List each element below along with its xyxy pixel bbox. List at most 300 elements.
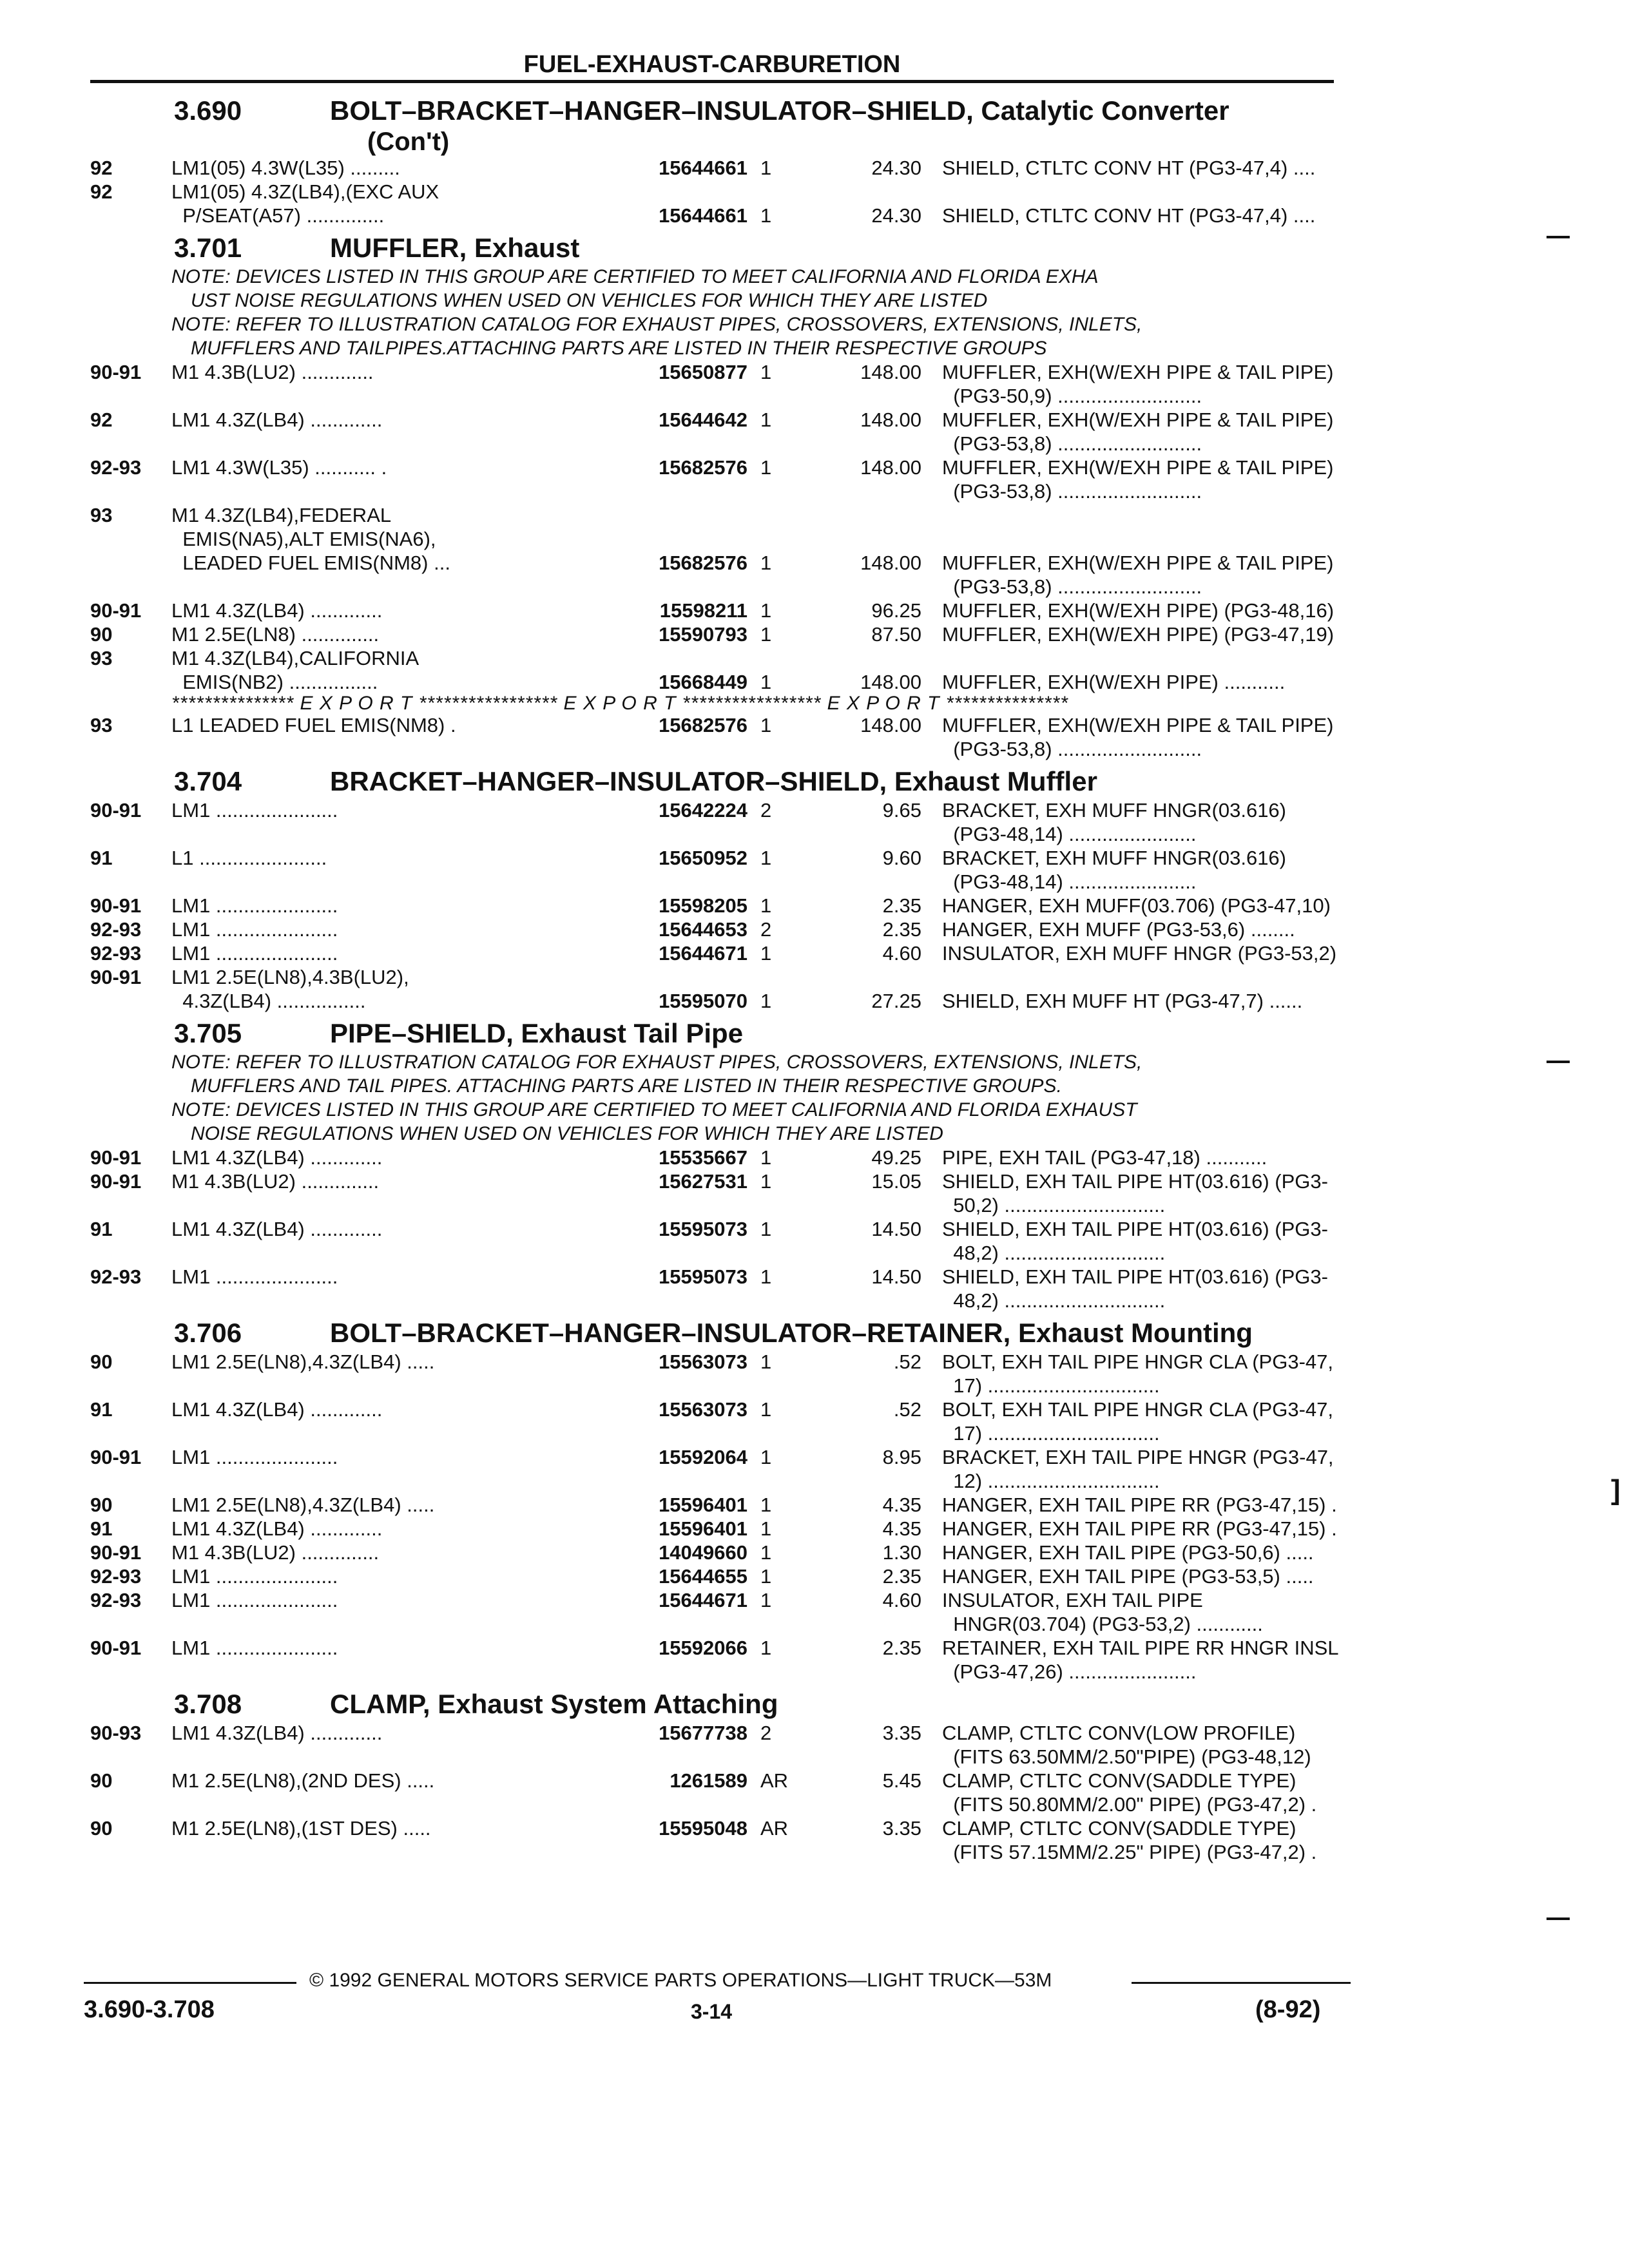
model-year: 91 xyxy=(90,1398,113,1421)
part-number: 15563073 xyxy=(659,1398,747,1421)
footer-page-number: 3-14 xyxy=(691,2000,733,2023)
quantity: 1 xyxy=(760,1265,772,1288)
model-year: 92 xyxy=(90,180,113,203)
model-year: 90 xyxy=(90,1350,113,1373)
section-number: 3.701 xyxy=(174,233,242,263)
section-continued: (Con't) xyxy=(367,128,450,156)
section-heading xyxy=(90,94,1334,128)
quantity: 1 xyxy=(760,456,772,479)
model-year: 90-91 xyxy=(90,1446,142,1468)
part-number: 15650877 xyxy=(659,361,747,383)
quantity: 1 xyxy=(760,408,772,431)
description xyxy=(942,1816,1335,1864)
part-number: 15644671 xyxy=(659,942,747,965)
description-line: HNGR(03.704) (PG3-53,2) ............ xyxy=(942,1613,1263,1635)
part-row xyxy=(90,1169,1334,1217)
part-row xyxy=(90,1398,1334,1445)
description-line: MUFFLER, EXH(W/EXH PIPE) (PG3-48,16) xyxy=(942,599,1335,622)
model-year: 92 xyxy=(90,408,113,431)
price: 14.50 xyxy=(871,1265,921,1288)
description-line: (PG3-53,8) .......................... xyxy=(942,738,1202,760)
model-year: 92-93 xyxy=(90,1589,142,1611)
application-line: LM1 2.5E(LN8),4.3Z(LB4) ..... xyxy=(171,1494,435,1516)
model-year: 91 xyxy=(90,1517,113,1540)
price: .52 xyxy=(893,1350,921,1373)
description-line: (PG3-47,26) ....................... xyxy=(942,1660,1197,1683)
application-line: LM1 ...................... xyxy=(171,894,338,917)
description xyxy=(942,1493,1335,1517)
description-line: (PG3-53,8) .......................... xyxy=(942,480,1202,503)
description xyxy=(942,1636,1339,1684)
quantity: 1 xyxy=(760,894,772,917)
note-line: MUFFLERS AND TAIL PIPES. ATTACHING PARTS ARE LISTED IN THEIR RESPECTIVE GROUPS. xyxy=(191,1075,1062,1097)
model-year: 92 xyxy=(90,157,113,179)
price: 148.00 xyxy=(860,456,921,479)
part-row xyxy=(90,1493,1337,1517)
part-number: 15644653 xyxy=(659,918,747,941)
part-row xyxy=(90,1721,1334,1769)
application-line: LM1 4.3Z(LB4) ............. xyxy=(171,1398,383,1421)
catalog-section xyxy=(90,94,1334,227)
application-line: LM1 4.3Z(LB4) ............. xyxy=(171,1218,383,1240)
model-year: 90-91 xyxy=(90,599,142,622)
part-row xyxy=(90,1445,1334,1493)
description-line: INSULATOR, EXH MUFF HNGR (PG3-53,2) xyxy=(942,942,1337,965)
description-line: 50,2) ............................. xyxy=(942,1194,1166,1216)
description-line: SHIELD, EXH MUFF HT (PG3-47,7) ...... xyxy=(942,990,1303,1012)
model-year: 93 xyxy=(90,714,113,736)
part-row xyxy=(90,713,1334,761)
application-line: LM1 2.5E(LN8),4.3B(LU2), xyxy=(171,966,409,988)
description xyxy=(942,918,1335,941)
catalog-section xyxy=(90,231,1334,761)
model-year: 91 xyxy=(90,847,113,869)
description-line: (FITS 63.50MM/2.50"PIPE) (PG3-48,12) xyxy=(942,1745,1311,1768)
part-row xyxy=(90,965,1334,1013)
description xyxy=(942,941,1335,965)
description xyxy=(942,646,1335,694)
part-row xyxy=(90,1769,1334,1816)
description xyxy=(942,360,1335,408)
section-title: BOLT–BRACKET–HANGER–INSULATOR–RETAINER, Exhaust Mounting xyxy=(330,1318,1253,1348)
description-line: BRACKET, EXH MUFF HNGR(03.616) xyxy=(942,847,1286,869)
part-number: 15598211 xyxy=(659,599,747,622)
description xyxy=(942,1350,1335,1398)
description-line: MUFFLER, EXH(W/EXH PIPE & TAIL PIPE) xyxy=(942,714,1334,736)
part-row xyxy=(90,1217,1334,1265)
catalog-section xyxy=(90,765,1337,1013)
quantity: 1 xyxy=(760,1565,772,1588)
section-heading xyxy=(90,765,1334,798)
description-line: (PG3-53,8) .......................... xyxy=(942,432,1202,455)
description-line: SHIELD, CTLTC CONV HT (PG3-47,4) .... xyxy=(942,157,1316,179)
part-number: 15627531 xyxy=(659,1170,747,1193)
section-title: BRACKET–HANGER–INSULATOR–SHIELD, Exhaust Muffler xyxy=(330,766,1097,796)
part-row xyxy=(90,1588,1334,1636)
description-line: MUFFLER, EXH(W/EXH PIPE & TAIL PIPE) xyxy=(942,456,1334,479)
description-line: (PG3-53,8) .......................... xyxy=(942,575,1202,598)
application-line: M1 4.3B(LU2) .............. xyxy=(171,1170,380,1193)
description xyxy=(942,180,1335,227)
application-line: LM1 2.5E(LN8),4.3Z(LB4) ..... xyxy=(171,1350,435,1373)
part-number: 15644642 xyxy=(659,408,747,431)
price: 24.30 xyxy=(871,157,921,179)
description-line: INSULATOR, EXH TAIL PIPE xyxy=(942,1589,1203,1611)
footer-rule-right xyxy=(1132,1982,1351,1984)
description xyxy=(942,1265,1335,1312)
description-line: BOLT, EXH TAIL PIPE HNGR CLA (PG3-47, xyxy=(942,1398,1333,1421)
description-line: (FITS 50.80MM/2.00" PIPE) (PG3-47,2) . xyxy=(942,1793,1317,1816)
application-line: M1 4.3Z(LB4),CALIFORNIA xyxy=(171,647,419,669)
application-line: LM1(05) 4.3Z(LB4),(EXC AUX xyxy=(171,180,439,203)
part-row xyxy=(90,1564,1334,1588)
application-line: LM1 ...................... xyxy=(171,1589,338,1611)
note-line: NOTE: REFER TO ILLUSTRATION CATALOG FOR EXHAUST PIPES, CROSSOVERS, EXTENSIONS, INLETS, xyxy=(171,314,1142,335)
quantity: 1 xyxy=(760,361,772,383)
description-line: MUFFLER, EXH(W/EXH PIPE & TAIL PIPE) xyxy=(942,408,1334,431)
price: 15.05 xyxy=(871,1170,921,1193)
parts-list xyxy=(90,90,1339,1864)
application-line: LM1 4.3Z(LB4) ............. xyxy=(171,1722,383,1744)
model-year: 90-91 xyxy=(90,1170,142,1193)
description xyxy=(942,1588,1335,1636)
price: 2.35 xyxy=(882,918,921,941)
section-note xyxy=(90,265,1334,312)
part-number: 15677738 xyxy=(659,1722,747,1744)
part-row xyxy=(90,798,1334,846)
part-number: 15596401 xyxy=(659,1494,747,1516)
part-row xyxy=(90,918,1334,941)
part-row xyxy=(90,1816,1334,1864)
note-line: MUFFLERS AND TAILPIPES.ATTACHING PARTS ARE LISTED IN THEIR RESPECTIVE GROUPS xyxy=(191,338,1047,359)
price: 4.60 xyxy=(882,942,921,965)
price: 9.65 xyxy=(882,799,921,822)
part-number: 15682576 xyxy=(659,552,747,574)
note-line: NOISE REGULATIONS WHEN USED ON VEHICLES FOR WHICH THEY ARE LISTED xyxy=(191,1123,943,1144)
description-line: 17) ............................... xyxy=(942,1374,1160,1397)
description xyxy=(942,1541,1335,1564)
description-line: MUFFLER, EXH(W/EXH PIPE) ........... xyxy=(942,671,1286,693)
section-number: 3.705 xyxy=(174,1018,242,1048)
part-number: 15668449 xyxy=(659,671,747,693)
margin-bracket: ] xyxy=(1611,1474,1621,1506)
description-line: (PG3-48,14) ....................... xyxy=(942,870,1197,893)
part-number: 15595073 xyxy=(659,1265,747,1288)
description-line: BRACKET, EXH MUFF HNGR(03.616) xyxy=(942,799,1286,822)
price: 148.00 xyxy=(860,714,921,736)
description-line: CLAMP, CTLTC CONV(SADDLE TYPE) xyxy=(942,1817,1296,1840)
application-line: LM1 4.3Z(LB4) ............. xyxy=(171,1146,383,1169)
description-line: (PG3-48,14) ....................... xyxy=(942,823,1197,845)
description-line: BRACKET, EXH TAIL PIPE HNGR (PG3-47, xyxy=(942,1446,1334,1468)
description-line xyxy=(942,646,1335,670)
description xyxy=(942,846,1335,894)
description-line xyxy=(942,503,1335,527)
price: 87.50 xyxy=(871,623,921,646)
price: 27.25 xyxy=(871,990,921,1012)
description xyxy=(942,156,1335,180)
quantity: 1 xyxy=(760,671,772,693)
part-number: 15535667 xyxy=(659,1146,747,1169)
quantity: 2 xyxy=(760,1722,772,1744)
note-line: UST NOISE REGULATIONS WHEN USED ON VEHICLES FOR WHICH THEY ARE LISTED xyxy=(191,290,988,311)
model-year: 90-91 xyxy=(90,1146,142,1169)
section-title: CLAMP, Exhaust System Attaching xyxy=(330,1689,778,1719)
section-title: BOLT–BRACKET–HANGER–INSULATOR–SHIELD, Catalytic Converter xyxy=(330,95,1229,126)
model-year: 92-93 xyxy=(90,942,142,965)
price: 4.35 xyxy=(882,1494,921,1516)
description-line: HANGER, EXH TAIL PIPE RR (PG3-47,15) . xyxy=(942,1517,1337,1540)
part-number: 15592066 xyxy=(659,1637,747,1659)
part-row xyxy=(90,894,1334,918)
model-year: 90 xyxy=(90,623,113,646)
description-line: HANGER, EXH TAIL PIPE (PG3-50,6) ..... xyxy=(942,1541,1314,1564)
price: 5.45 xyxy=(882,1769,921,1792)
part-number: 15644661 xyxy=(659,204,747,227)
price: 1.30 xyxy=(882,1541,921,1564)
application-line: EMIS(NB2) ................ xyxy=(171,671,378,693)
description-line: 48,2) ............................. xyxy=(942,1289,1166,1312)
model-year: 90-91 xyxy=(90,894,142,917)
price: .52 xyxy=(893,1398,921,1421)
description-line: (PG3-50,9) .......................... xyxy=(942,385,1202,407)
description xyxy=(942,1564,1335,1588)
price: 148.00 xyxy=(860,671,921,693)
part-number: 15592064 xyxy=(659,1446,747,1468)
price: 2.35 xyxy=(882,1637,921,1659)
part-row xyxy=(90,1541,1334,1564)
description xyxy=(942,965,1335,1013)
footer-date: (8-92) xyxy=(1255,1996,1321,2023)
price: 4.35 xyxy=(882,1517,921,1540)
description xyxy=(942,798,1335,846)
price: 4.60 xyxy=(882,1589,921,1611)
application-line: L1 ....................... xyxy=(171,847,327,869)
price: 9.60 xyxy=(882,847,921,869)
quantity: 1 xyxy=(760,1494,772,1516)
description-line: MUFFLER, EXH(W/EXH PIPE & TAIL PIPE) xyxy=(942,552,1334,574)
part-number: 1261589 xyxy=(670,1769,747,1792)
description xyxy=(942,1517,1335,1541)
description xyxy=(942,713,1335,761)
description-line: CLAMP, CTLTC CONV(LOW PROFILE) xyxy=(942,1722,1296,1744)
description-line: MUFFLER, EXH(W/EXH PIPE & TAIL PIPE) xyxy=(942,361,1334,383)
price: 3.35 xyxy=(882,1817,921,1840)
application-line: LM1 4.3Z(LB4) ............. xyxy=(171,599,383,622)
model-year: 92-93 xyxy=(90,456,142,479)
section-heading xyxy=(90,1687,1334,1721)
part-number: 15590793 xyxy=(659,623,747,646)
application-line: LM1(05) 4.3W(L35) ......... xyxy=(171,157,400,179)
application-line: M1 2.5E(LN8),(1ST DES) ..... xyxy=(171,1817,431,1840)
application-line: P/SEAT(A57) .............. xyxy=(171,204,385,227)
description xyxy=(942,1398,1335,1445)
quantity: 1 xyxy=(760,1398,772,1421)
description-line: HANGER, EXH TAIL PIPE RR (PG3-47,15) . xyxy=(942,1494,1337,1516)
description xyxy=(942,894,1335,918)
application-line: L1 LEADED FUEL EMIS(NM8) . xyxy=(171,714,456,736)
model-year: 90 xyxy=(90,1494,113,1516)
section-title: MUFFLER, Exhaust xyxy=(330,233,580,263)
price: 96.25 xyxy=(871,599,921,622)
part-row xyxy=(90,622,1334,646)
page-header-title: FUEL-EXHAUST-CARBURETION xyxy=(90,50,1334,83)
quantity: 1 xyxy=(760,1541,772,1564)
application-line: LM1 4.3W(L35) ........... . xyxy=(171,456,387,479)
section-number: 3.704 xyxy=(174,766,242,796)
quantity: 1 xyxy=(760,847,772,869)
section-note xyxy=(90,1098,1334,1146)
part-number: 15650952 xyxy=(659,847,747,869)
application-line: LM1 4.3Z(LB4) ............. xyxy=(171,408,383,431)
model-year: 90-93 xyxy=(90,1722,142,1744)
description xyxy=(942,1217,1335,1265)
description-line: BOLT, EXH TAIL PIPE HNGR CLA (PG3-47, xyxy=(942,1350,1333,1373)
application-line: LM1 ...................... xyxy=(171,1565,338,1588)
part-number: 15682576 xyxy=(659,714,747,736)
description xyxy=(942,1146,1335,1169)
description xyxy=(942,503,1335,599)
description-line: HANGER, EXH MUFF (PG3-53,6) ........ xyxy=(942,918,1295,941)
description-line: HANGER, EXH MUFF(03.706) (PG3-47,10) xyxy=(942,894,1331,917)
quantity: 2 xyxy=(760,918,772,941)
part-row xyxy=(90,1517,1337,1541)
part-row xyxy=(90,180,1334,227)
application-line: M1 4.3B(LU2) ............. xyxy=(171,361,374,383)
price: 3.35 xyxy=(882,1722,921,1744)
price: 148.00 xyxy=(860,408,921,431)
application-line: LM1 4.3Z(LB4) ............. xyxy=(171,1517,383,1540)
margin-tick xyxy=(1547,1061,1570,1063)
quantity: 1 xyxy=(760,1637,772,1659)
description-line xyxy=(942,180,1335,204)
description-line: MUFFLER, EXH(W/EXH PIPE) (PG3-47,19) xyxy=(942,623,1335,646)
description-line: HANGER, EXH TAIL PIPE (PG3-53,5) ..... xyxy=(942,1565,1314,1588)
part-row xyxy=(90,503,1334,599)
part-row xyxy=(90,599,1334,622)
quantity: 1 xyxy=(760,623,772,646)
application-line: LEADED FUEL EMIS(NM8) ... xyxy=(171,552,450,574)
section-number: 3.706 xyxy=(174,1318,242,1348)
part-row xyxy=(90,360,1334,408)
footer-section-range: 3.690-3.708 xyxy=(84,1996,215,2023)
description-line: 48,2) ............................. xyxy=(942,1242,1166,1264)
section-heading xyxy=(90,231,1334,265)
footer-rule-left xyxy=(84,1982,296,1984)
description-line xyxy=(942,527,1335,551)
part-row xyxy=(90,646,1334,694)
part-number: 15595073 xyxy=(659,1218,747,1240)
price: 148.00 xyxy=(860,361,921,383)
price: 148.00 xyxy=(860,552,921,574)
description-line: PIPE, EXH TAIL (PG3-47,18) ........... xyxy=(942,1146,1268,1169)
part-row xyxy=(90,1265,1334,1312)
application-line: EMIS(NA5),ALT EMIS(NA6), xyxy=(171,528,436,550)
quantity: AR xyxy=(760,1817,789,1840)
price: 2.35 xyxy=(882,894,921,917)
application-line: M1 4.3B(LU2) .............. xyxy=(171,1541,380,1564)
application-line: M1 2.5E(LN8),(2ND DES) ..... xyxy=(171,1769,435,1792)
price: 14.50 xyxy=(871,1218,921,1240)
note-line: NOTE: REFER TO ILLUSTRATION CATALOG FOR EXHAUST PIPES, CROSSOVERS, EXTENSIONS, INLETS, xyxy=(171,1052,1142,1073)
description xyxy=(942,1721,1335,1769)
part-number: 15644655 xyxy=(659,1565,747,1588)
quantity: AR xyxy=(760,1769,789,1792)
description-line: 12) ............................... xyxy=(942,1470,1160,1492)
quantity: 1 xyxy=(760,990,772,1012)
section-number: 3.690 xyxy=(174,95,242,126)
quantity: 1 xyxy=(760,714,772,736)
quantity: 1 xyxy=(760,204,772,227)
quantity: 1 xyxy=(760,1517,772,1540)
description-line: SHIELD, EXH TAIL PIPE HT(03.616) (PG3- xyxy=(942,1170,1328,1193)
model-year: 91 xyxy=(90,1218,113,1240)
part-number: 15598205 xyxy=(659,894,747,917)
price: 2.35 xyxy=(882,1565,921,1588)
quantity: 1 xyxy=(760,1146,772,1169)
part-row xyxy=(90,408,1334,456)
part-row xyxy=(90,156,1334,180)
quantity: 1 xyxy=(760,1218,772,1240)
model-year: 90 xyxy=(90,1817,113,1840)
part-row xyxy=(90,1636,1339,1684)
quantity: 1 xyxy=(760,1446,772,1468)
price: 49.25 xyxy=(871,1146,921,1169)
catalog-section xyxy=(90,1017,1334,1312)
application-line: LM1 ...................... xyxy=(171,1637,338,1659)
model-year: 90-91 xyxy=(90,361,142,383)
quantity: 1 xyxy=(760,1589,772,1611)
section-number: 3.708 xyxy=(174,1689,242,1719)
description-line: RETAINER, EXH TAIL PIPE RR HNGR INSL xyxy=(942,1637,1339,1659)
section-note xyxy=(90,312,1334,360)
part-number: 15595070 xyxy=(659,990,747,1012)
part-row xyxy=(90,456,1334,503)
description-line: CLAMP, CTLTC CONV(SADDLE TYPE) xyxy=(942,1769,1296,1792)
note-line: NOTE: DEVICES LISTED IN THIS GROUP ARE CERTIFIED TO MEET CALIFORNIA AND FLORIDA EXHA xyxy=(171,266,1099,287)
quantity: 1 xyxy=(760,942,772,965)
part-number: 15595048 xyxy=(659,1817,747,1840)
description-line: 17) ............................... xyxy=(942,1422,1160,1445)
section-note xyxy=(90,1050,1334,1098)
quantity: 1 xyxy=(760,157,772,179)
description xyxy=(942,1769,1335,1816)
model-year: 90 xyxy=(90,1769,113,1792)
description-line: SHIELD, EXH TAIL PIPE HT(03.616) (PG3- xyxy=(942,1265,1328,1288)
model-year: 93 xyxy=(90,647,113,669)
quantity: 2 xyxy=(760,799,772,822)
application-line: LM1 ...................... xyxy=(171,918,338,941)
model-year: 92-93 xyxy=(90,1265,142,1288)
application-line: 4.3Z(LB4) ................ xyxy=(171,990,366,1012)
catalog-section xyxy=(90,1687,1334,1864)
catalog-section xyxy=(90,1316,1339,1684)
description-line xyxy=(942,965,1335,989)
description xyxy=(942,1445,1335,1493)
part-row xyxy=(90,1350,1334,1398)
part-number: 15596401 xyxy=(659,1517,747,1540)
description xyxy=(942,456,1335,503)
quantity: 1 xyxy=(760,599,772,622)
margin-tick xyxy=(1547,1917,1570,1920)
model-year: 92-93 xyxy=(90,918,142,941)
part-number: 14049660 xyxy=(659,1541,747,1564)
model-year: 90-91 xyxy=(90,1637,142,1659)
model-year: 90-91 xyxy=(90,799,142,822)
application-line: M1 4.3Z(LB4),FEDERAL xyxy=(171,504,392,526)
application-line: LM1 ...................... xyxy=(171,1265,338,1288)
part-number: 15563073 xyxy=(659,1350,747,1373)
